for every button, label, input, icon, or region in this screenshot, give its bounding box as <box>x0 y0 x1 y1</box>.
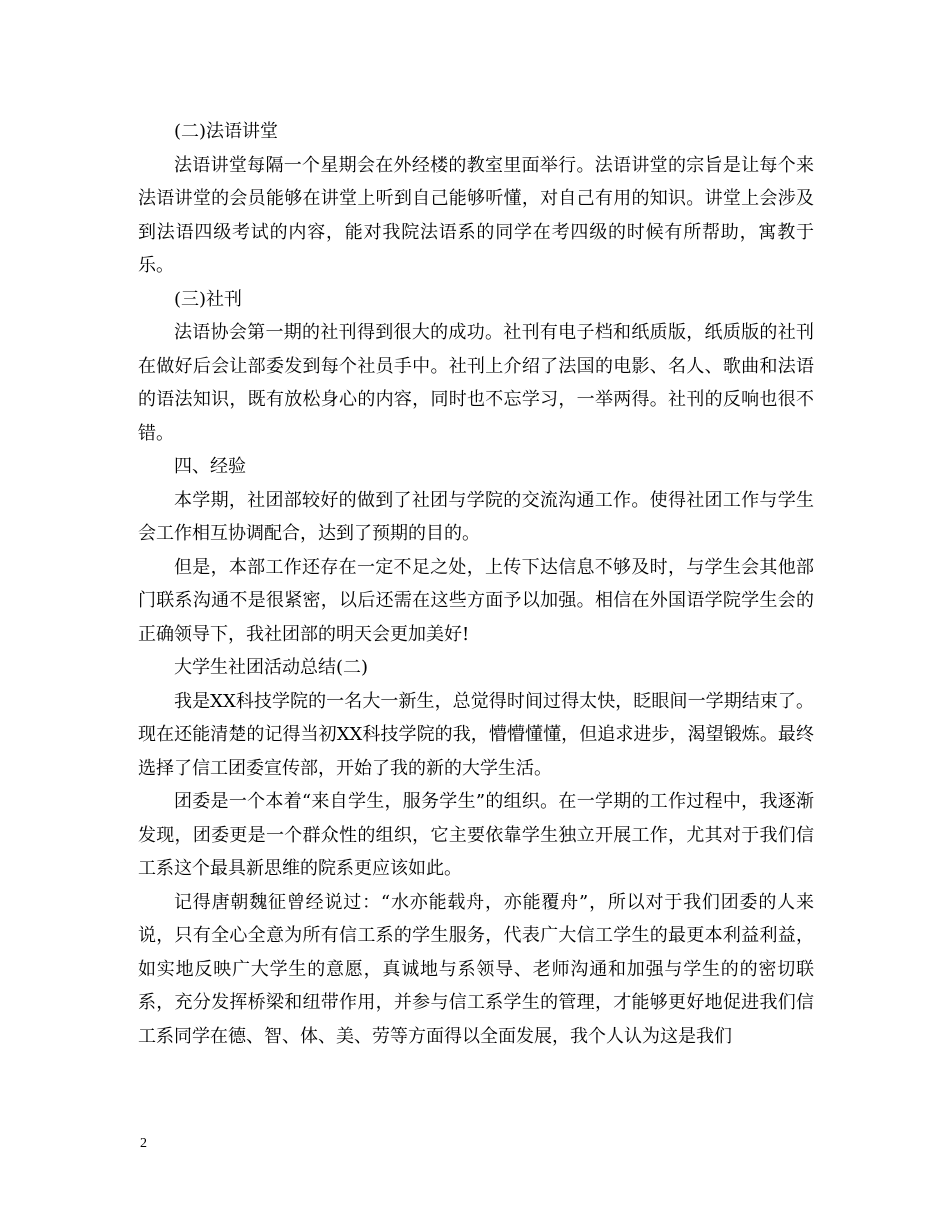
paragraph: 本学期，社团部较好的做到了社团与学院的交流沟通工作。使得社团工作与学生会工作相互协调配合，达到了预期的目的。 <box>138 489 814 544</box>
section-heading-club-journal: (三)社刊 <box>174 288 243 310</box>
section-heading-experience: 四、经验 <box>174 456 246 477</box>
paragraph: 法语讲堂每隔一个星期会在外经楼的教室里面举行。法语讲堂的宗旨是让每个来法语讲堂的会员能够在讲堂上听到自己能够听懂，对自己有用的知识。讲堂上会涉及到法语四级考试的内容，能对我院法语系的同学在考四级的时候有所帮助，寓教于乐。 <box>138 154 814 276</box>
page-number: 2 <box>140 1136 147 1151</box>
paragraph: 法语协会第一期的社刊得到很大的成功。社刊有电子档和纸质版，纸质版的社刊在做好后会让部委发到每个社员手中。社刊上介绍了法国的电影、名人、歌曲和法语的语法知识，既有放松身心的内容，同时也不忘学习，一举两得。社刊的反响也很不错。 <box>138 322 814 444</box>
paragraph: 团委是一个本着“来自学生，服务学生”的组织。在一学期的工作过程中，我逐渐发现，团委更是一个群众性的组织，它主要依靠学生独立开展工作，尤其对于我们信工系这个最具新思维的院系更应该如此。 <box>138 791 814 879</box>
article-title: 大学生社团活动总结(二) <box>174 657 369 678</box>
paragraph: 但是，本部工作还存在一定不足之处，上传下达信息不够及时，与学生会其他部门联系沟通不是很紧密，以后还需在这些方面予以加强。相信在外国语学院学生会的正确领导下，我社团部的明天会更加美好! <box>138 556 814 645</box>
paragraph: 记得唐朝魏征曾经说过：“水亦能载舟，亦能覆舟”，所以对于我们团委的人来说，只有全心全意为所有信工系的学生服务，代表广大信工学生的最更本利益利益，如实地反映广大学生的意愿，真诚地与系领导、老师沟通和加强与学生的的密切联系，充分发挥桥梁和纽带作用，并参与信工系学生的管理，才能够更好地促进我们信工系同学在德、智、体、美、劳等方面得以全面发展，我个人认为这是我们 <box>138 891 814 1047</box>
document-body <box>138 115 814 1053</box>
paragraph: 我是XX科技学院的一名大一新生，总觉得时间过得太快，眨眼间一学期结束了。现在还能清楚的记得当初XX科技学院的我，懵懵懂懂，但追求进步，渴望锻炼。最终选择了信工团委宣传部，开始了我的新的大学生活。 <box>138 690 814 779</box>
section-heading-french-lecture: (二)法语讲堂 <box>174 121 279 142</box>
